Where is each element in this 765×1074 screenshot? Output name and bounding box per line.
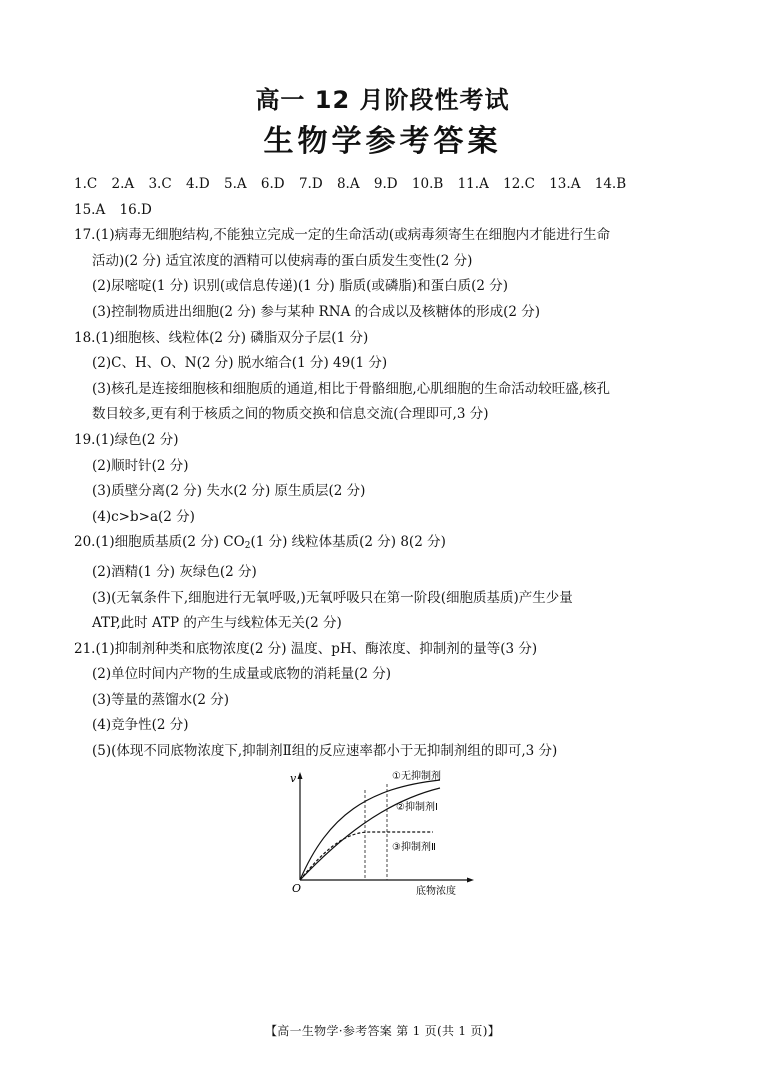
- answer-body: [74, 172, 704, 765]
- x-axis-label: 底物浓度: [416, 886, 456, 897]
- q17-line-2: 活动)(2 分) 适宜浓度的酒精可以使病毒的蛋白质发生变性(2 分): [92, 252, 473, 269]
- q20-line-3: (3)(无氧条件下,细胞进行无氧呼吸,)无氧呼吸只在第一阶段(细胞质基质)产生少量: [92, 589, 573, 606]
- q20-line-1: 20.(1)细胞质基质(2 分) $CO_2(1$ 分) 线粒体基质(2 分) 8(2 分): [74, 534, 446, 552]
- curve-1-label: ①无抑制剂: [392, 771, 441, 782]
- q21-line-4: (4)竞争性(2 分): [92, 717, 189, 734]
- y-axis-arrow: [298, 772, 303, 779]
- q18-line-2: (2)C、H、O、N(2 分) 脱水缩合(1 分) 49(1 分): [92, 355, 388, 372]
- q21-line-1: 21.(1)抑制剂种类和底物浓度(2 分) 温度、pH、酶浓度、抑制剂的量等(3 分): [74, 640, 538, 657]
- q21-line-2: (2)单位时间内产物的生成量或底物的消耗量(2 分): [92, 666, 392, 683]
- curve-3-label: ③抑制剂Ⅱ: [392, 842, 436, 853]
- curve-2-label: ②抑制剂Ⅰ: [396, 802, 438, 813]
- q20-line-2: (2)酒精(1 分) 灰绿色(2 分): [92, 563, 257, 580]
- answer-key-title: 生物学参考答案: [263, 124, 502, 159]
- q21-line-5: (5)(体现不同底物浓度下,抑制剂Ⅱ组的反应速率都小于无抑制剂组的即可,3 分): [92, 743, 558, 760]
- q19-line-3: (3)质壁分离(2 分) 失水(2 分) 原生质层(2 分): [92, 483, 366, 500]
- q19-line-4: (4)c>b>a(2 分): [92, 508, 195, 525]
- q18-line-4: 数目较多,更有利于核质之间的物质交换和信息交流(合理即可,3 分): [92, 406, 489, 423]
- y-axis-label: v: [290, 772, 297, 785]
- q17-line-1: 17.(1)病毒无细胞结构,不能独立完成一定的生命活动(或病毒须寄生在细胞内才能进行生命: [74, 227, 611, 244]
- mc-answers-row-2: 15.A 16.D: [74, 201, 152, 218]
- q19-line-1: 19.(1)绿色(2 分): [74, 431, 179, 448]
- q21-line-3: (3)等量的蒸馏水(2 分): [92, 691, 230, 708]
- curve-inhibitor-2: [300, 832, 433, 880]
- mc-answers-row-1: 1.C 2.A 3.C 4.D 5.A 6.D 7.D 8.A 9.D 10.B 11.A 12.C 13.A 14.B: [74, 176, 627, 192]
- q17-line-4: (3)控制物质进出细胞(2 分) 参与某种 RNA 的合成以及核糖体的形成(2 分): [92, 303, 541, 320]
- q18-line-3: (3)核孔是连接细胞核和细胞质的通道,相比于骨骼细胞,心肌细胞的生命活动较旺盛,核孔: [92, 380, 610, 397]
- exam-title: 高一 12 月阶段性考试: [255, 86, 510, 114]
- q17-line-3: (2)尿嘧啶(1 分) 识别(或信息传递)(1 分) 脂质(或磷脂)和蛋白质(2 分): [92, 278, 509, 295]
- page-footer: 【高一生物学·参考答案 第 1 页(共 1 页)】: [264, 1024, 501, 1038]
- origin-label: O: [292, 882, 302, 895]
- q18-line-1: 18.(1)细胞核、线粒体(2 分) 磷脂双分子层(1 分): [74, 329, 369, 346]
- x-axis-arrow: [467, 878, 474, 883]
- q20-line-4: ATP,此时 ATP 的产生与线粒体无关(2 分): [92, 615, 342, 632]
- q19-line-2: (2)顺时针(2 分): [92, 457, 189, 474]
- enzyme-inhibitor-graph: [288, 770, 478, 898]
